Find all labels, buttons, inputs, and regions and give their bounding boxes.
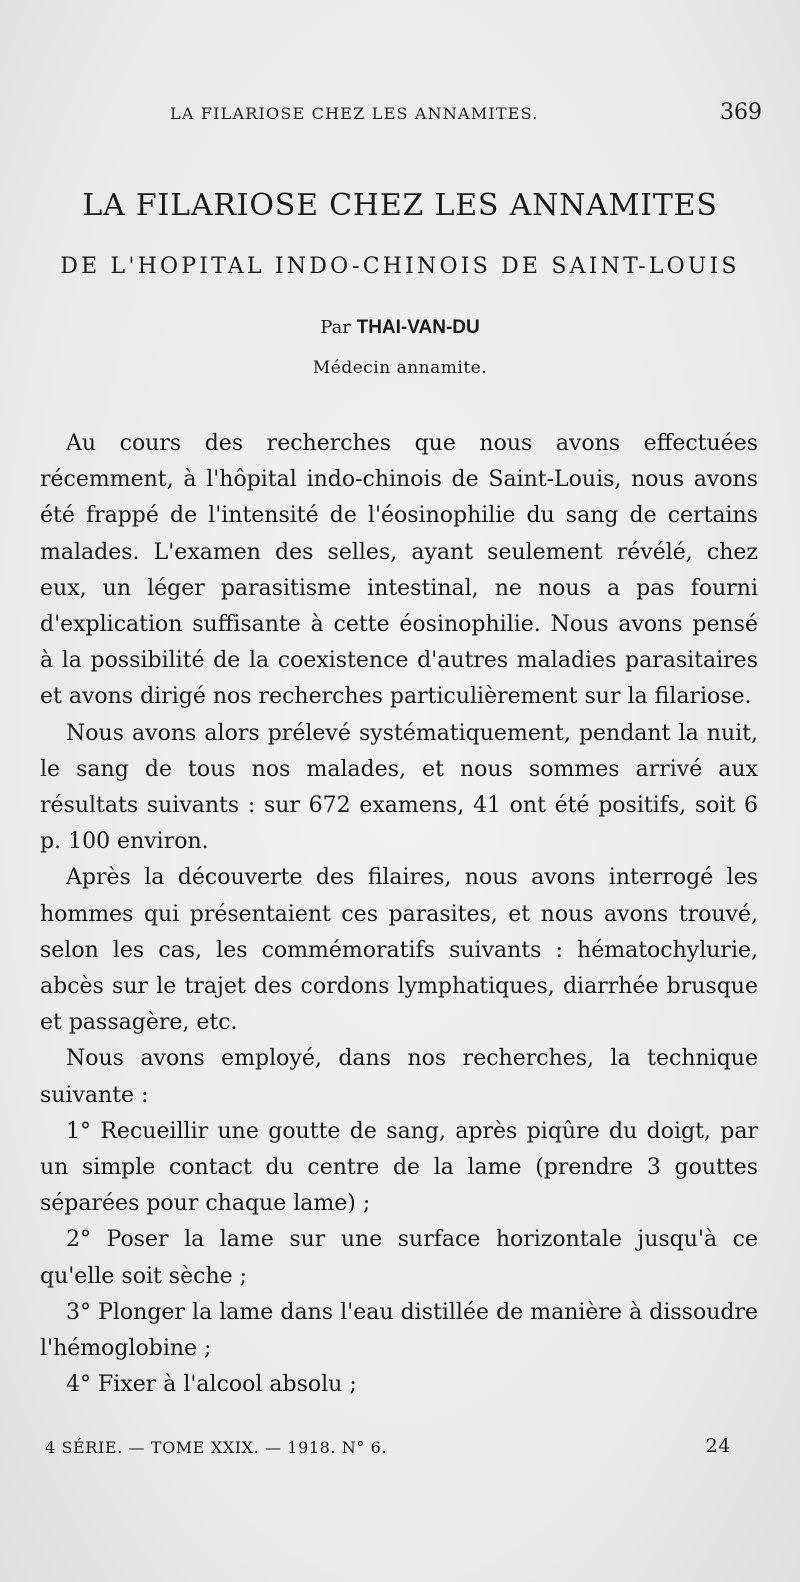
author-name: THAI-VAN-DU: [356, 317, 480, 338]
byline-prefix: Par: [320, 317, 351, 338]
running-head: LA FILARIOSE CHEZ LES ANNAMITES.: [170, 104, 539, 123]
article-title: LA FILARIOSE CHEZ LES ANNAMITES: [82, 188, 718, 223]
byline: [0, 317, 800, 339]
author-affiliation: Médecin annamite.: [312, 358, 488, 378]
page-number: 369: [720, 100, 762, 125]
paragraph: Nous avons employé, dans nos recherches, la technique suivante :: [40, 1046, 758, 1108]
paragraph: Nous avons alors prélevé systématiquement, pendant la nuit, le sang de tous nos malades, et nous sommes arrivé aux résultats suivants : sur 672 examens, 41 ont été positifs, soit 6 p. 100 environ.: [40, 720, 758, 855]
signature-mark: 24: [705, 1435, 731, 1457]
article-subtitle: DE L'HOPITAL INDO-CHINOIS DE SAINT-LOUIS: [60, 254, 740, 279]
paragraph: Au cours des recherches que nous avons effectuées récemment, à l'hôpital indo-chinois de Saint-Louis, nous avons été frappé de l'intensité de l'éosinophilie du sang de certains malades. L'examen des selles, ayant seulement révélé, chez eux, un léger parasitisme intestinal, ne nous a pas fourni d'explication suffisante à cette éosinophilie. Nous avons pensé à la possibilité de la coexistence d'autres maladies parasitaires et avons dirigé nos recherches particulièrement sur la filariose.: [40, 431, 758, 710]
paragraph: Après la découverte des filaires, nous avons interrogé les hommes qui présentaient ces parasites, et nous avons trouvé, selon les cas, les commémoratifs suivants : hématochylurie, abcès sur le trajet des cordons lymphatiques, diarrhée brusque et passagère, etc.: [40, 865, 758, 1036]
paragraph: 1° Recueillir une goutte de sang, après piqûre du doigt, par un simple contact du centre de la lame (prendre 3 gouttes séparées pour chaque lame) ;: [40, 1118, 758, 1217]
article-body: [40, 426, 758, 1403]
paragraph: 4° Fixer à l'alcool absolu ;: [66, 1372, 357, 1398]
paragraph: 2° Poser la lame sur une surface horizontale jusqu'à ce qu'elle soit sèche ;: [40, 1227, 758, 1289]
paragraph: 3° Plonger la lame dans l'eau distillée de manière à dissoudre l'hémoglobine ;: [40, 1299, 758, 1362]
series-info: 4 SÉRIE. — TOME XXIX. — 1918. N° 6.: [45, 1438, 388, 1457]
